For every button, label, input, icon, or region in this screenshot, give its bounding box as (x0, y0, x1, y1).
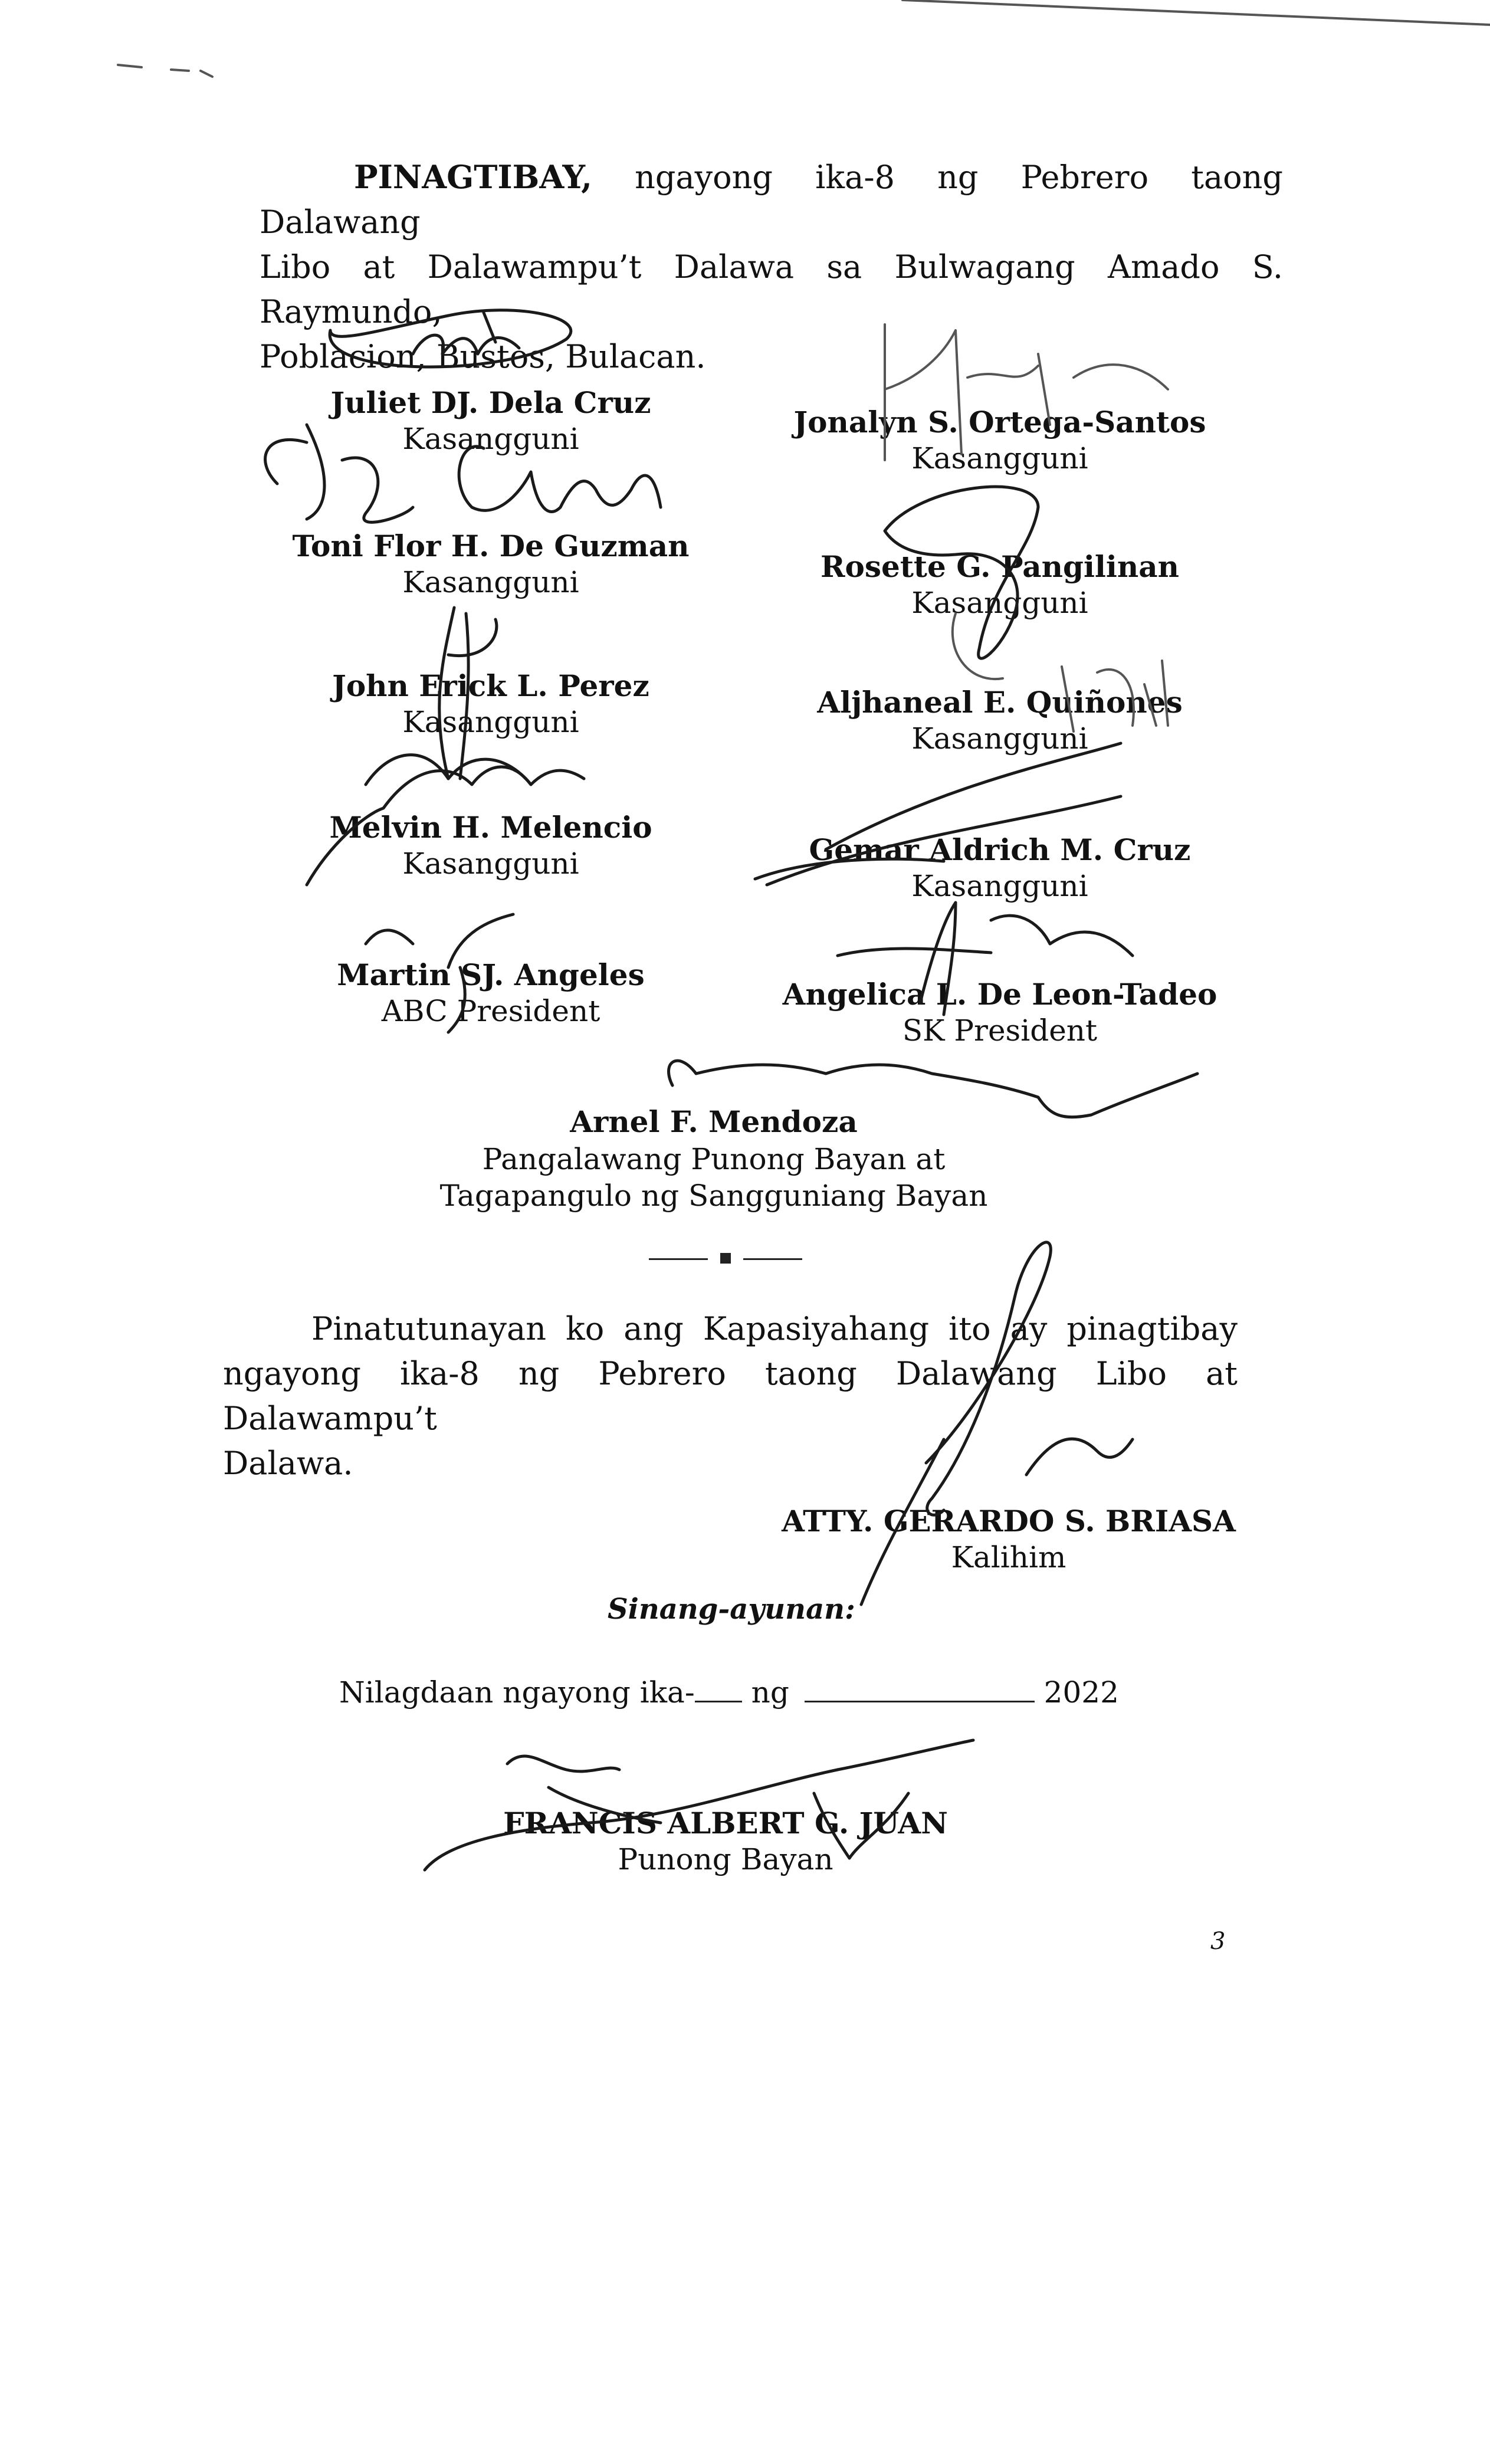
divider-square-icon (720, 1253, 731, 1264)
vice-mayor-title-line-1: Pangalawang Punong Bayan at (482, 1142, 946, 1176)
resolution-line-2: Libo at Dalawampu’t Dalawa sa Bulwagang Amado S. Raymundo, (260, 248, 1283, 330)
signatory-right-3 (776, 684, 1224, 756)
signing-date-prefix: Nilagdaan ngayong ika- (339, 1675, 695, 1710)
signatory-title: Kasangguni (402, 422, 579, 456)
vice-mayor-block (383, 1103, 1044, 1214)
signature-melencio (366, 755, 531, 785)
signatory-left-5 (267, 957, 715, 1029)
signatory-title: Kasangguni (402, 705, 579, 739)
signatory-left-2 (267, 528, 715, 600)
certification-line-3: Dalawa. (223, 1445, 353, 1482)
signatory-title: Kasangguni (911, 441, 1088, 475)
signatory-right-5 (776, 976, 1224, 1048)
signatory-right-2 (776, 549, 1224, 621)
signatory-name: Gemar Aldrich M. Cruz (809, 832, 1191, 867)
signatory-left-4 (267, 809, 715, 881)
certification-line-2: ngayong ika-8 ng Pebrero taong Dalawang Libo at Dalawampu’t (223, 1355, 1238, 1437)
vice-mayor-name: Arnel F. Mendoza (570, 1104, 858, 1139)
secretary-block (743, 1503, 1274, 1575)
signatory-name: Angelica L. De Leon-Tadeo (782, 977, 1217, 1012)
signing-date-year: 2022 (1043, 1675, 1119, 1710)
signatory-title: Kasangguni (911, 869, 1088, 903)
signatory-title: Kasangguni (911, 586, 1088, 620)
approval-label: Sinang-ayunan: (608, 1593, 855, 1626)
signatory-title: Kasangguni (911, 721, 1088, 756)
signatory-left-1 (267, 385, 715, 457)
page-number: 3 (1210, 1928, 1226, 1955)
secretary-title: Kalihim (951, 1540, 1066, 1574)
signatory-title: ABC President (381, 994, 600, 1028)
signatory-name: Rosette G. Pangilinan (820, 549, 1180, 584)
mayor-title: Punong Bayan (618, 1842, 833, 1876)
signatory-name: Martin SJ. Angeles (337, 957, 645, 992)
secretary-name: ATTY. GERARDO S. BRIASA (782, 1504, 1236, 1538)
signatory-left-3 (267, 668, 715, 740)
resolution-lead-word: PINAGTIBAY, (354, 158, 592, 196)
signing-date-line (339, 1675, 1119, 1710)
section-divider (649, 1253, 802, 1265)
signatory-name: Juliet DJ. Dela Cruz (330, 385, 651, 420)
signatory-title: SK President (902, 1013, 1098, 1048)
resolution-line-3: Poblacion, Bustos, Bulacan. (260, 338, 706, 375)
resolution-line-1 (260, 155, 1283, 245)
month-blank (805, 1677, 1035, 1702)
signatory-name: Jonalyn S. Ortega-Santos (793, 405, 1206, 439)
certification-line-1: Pinatutunayan ko ang Kapasiyahang ito ay pinagtibay (311, 1310, 1238, 1347)
resolution-line-1-text: ngayong ika-8 ng Pebrero taong Dalawang (260, 159, 1283, 241)
signatory-right-1 (776, 404, 1224, 476)
signatory-title: Kasangguni (402, 847, 579, 881)
signing-date-middle: ng (751, 1675, 789, 1710)
vice-mayor-title-line-2: Tagapangulo ng Sangguniang Bayan (439, 1179, 988, 1213)
signatory-title: Kasangguni (402, 565, 579, 599)
signatory-name: Aljhaneal E. Quiñones (817, 685, 1183, 720)
signatory-name: John Erick L. Perez (332, 668, 649, 703)
signatory-name: Toni Flor H. De Guzman (292, 529, 690, 563)
signatory-name: Melvin H. Melencio (329, 810, 652, 845)
resolution-paragraph (260, 155, 1283, 379)
day-blank (695, 1677, 742, 1702)
certification-paragraph (223, 1307, 1238, 1486)
mayor-name: FRANCIS ALBERT G. JUAN (503, 1806, 948, 1840)
mayor-block (460, 1805, 991, 1877)
signatory-right-4 (776, 832, 1224, 904)
